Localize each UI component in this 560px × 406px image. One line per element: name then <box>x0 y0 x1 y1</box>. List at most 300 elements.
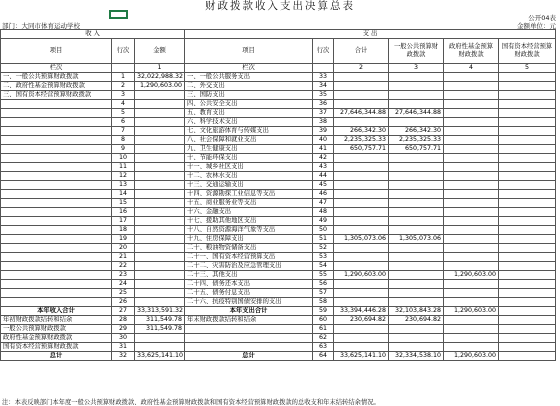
expense-line-cell[interactable]: 41 <box>313 145 334 154</box>
income-item-cell[interactable]: 政府性基金预算财政拨款 <box>1 334 112 343</box>
expense-line-cell[interactable]: 53 <box>313 253 334 262</box>
expense-total-cell[interactable] <box>334 262 389 271</box>
expense-line-cell[interactable]: 50 <box>313 226 334 235</box>
expense-statecap-cell[interactable] <box>499 172 556 181</box>
income-line-cell[interactable]: 28 <box>112 316 135 325</box>
income-item-cell[interactable] <box>1 100 112 109</box>
expense-item-cell[interactable]: 十九、住房保障支出 <box>185 235 313 244</box>
expense-line-cell[interactable]: 44 <box>313 172 334 181</box>
income-line-cell[interactable]: 14 <box>112 190 135 199</box>
income-line-cell[interactable]: 24 <box>112 280 135 289</box>
income-item-cell[interactable]: 三、国有资本经营预算财政拨款 <box>1 91 112 100</box>
income-line-cell[interactable]: 10 <box>112 154 135 163</box>
expense-govfund-cell[interactable] <box>444 280 499 289</box>
table-row <box>1 118 556 127</box>
expense-item-cell[interactable]: 二十一、国有资本经营预算支出 <box>185 253 313 262</box>
colno-label: 栏次 <box>1 64 112 73</box>
expense-item-cell[interactable]: 七、文化旅游体育与传媒支出 <box>185 127 313 136</box>
table-row <box>1 334 556 343</box>
income-line-cell[interactable]: 1 <box>112 73 135 82</box>
expense-statecap-cell[interactable] <box>499 181 556 190</box>
expense-item-cell[interactable] <box>185 343 313 352</box>
expense-total-cell[interactable] <box>334 190 389 199</box>
expense-item-cell[interactable]: 十二、农林水支出 <box>185 172 313 181</box>
expense-total-cell[interactable]: 2,235,325.33 <box>334 136 389 145</box>
expense-total-cell[interactable] <box>334 181 389 190</box>
expense-statecap-cell[interactable] <box>499 127 556 136</box>
expense-govfund-cell[interactable] <box>444 208 499 217</box>
expense-general-cell[interactable] <box>389 73 444 82</box>
expense-item-cell[interactable]: 年末财政拨款结转和结余 <box>185 316 313 325</box>
income-line-cell[interactable]: 11 <box>112 163 135 172</box>
income-line-cell[interactable]: 31 <box>112 343 135 352</box>
income-amount-cell[interactable] <box>135 100 185 109</box>
expense-item-cell[interactable]: 本年支出合计 <box>185 307 313 316</box>
expense-govfund-cell[interactable] <box>444 145 499 154</box>
expense-total-cell[interactable] <box>334 163 389 172</box>
income-item-cell[interactable] <box>1 172 112 181</box>
income-item-cell[interactable]: 一、一般公共预算财政拨款 <box>1 73 112 82</box>
expense-general-cell[interactable] <box>389 118 444 127</box>
income-item-cell[interactable]: 一般公共预算财政拨款 <box>1 325 112 334</box>
expense-item-cell[interactable]: 二十六、抗疫特别国债安排的支出 <box>185 298 313 307</box>
expense-general-cell[interactable] <box>389 181 444 190</box>
expense-general-cell[interactable]: 27,646,344.88 <box>389 109 444 118</box>
expense-general-cell[interactable] <box>389 100 444 109</box>
expense-govfund-cell[interactable] <box>444 82 499 91</box>
expense-govfund-cell[interactable] <box>444 172 499 181</box>
income-item-cell[interactable] <box>1 262 112 271</box>
expense-govfund-cell[interactable] <box>444 325 499 334</box>
expense-item-cell[interactable]: 二十三、其他支出 <box>185 271 313 280</box>
expense-line-cell[interactable]: 57 <box>313 289 334 298</box>
expense-line-cell[interactable]: 42 <box>313 154 334 163</box>
expense-line-cell[interactable]: 47 <box>313 199 334 208</box>
expense-total-cell[interactable]: 230,694.82 <box>334 316 389 325</box>
expense-govfund-cell[interactable] <box>444 334 499 343</box>
expense-item-cell[interactable]: 九、卫生健康支出 <box>185 145 313 154</box>
table-row <box>1 226 556 235</box>
expense-govfund-cell[interactable] <box>444 298 499 307</box>
expense-statecap-cell[interactable] <box>499 73 556 82</box>
expense-govfund-cell[interactable] <box>444 136 499 145</box>
expense-statecap-cell[interactable] <box>499 100 556 109</box>
income-line-cell[interactable]: 22 <box>112 262 135 271</box>
income-line-cell[interactable]: 15 <box>112 199 135 208</box>
expense-general-cell[interactable]: 1,305,073.06 <box>389 235 444 244</box>
expense-govfund-cell[interactable] <box>444 226 499 235</box>
expense-statecap-cell[interactable] <box>499 109 556 118</box>
income-amount-cell[interactable] <box>135 244 185 253</box>
income-line-cell[interactable]: 18 <box>112 226 135 235</box>
income-amount-cell[interactable] <box>135 181 185 190</box>
income-amount-cell[interactable] <box>135 235 185 244</box>
expense-item-cell[interactable]: 三、国防支出 <box>185 91 313 100</box>
income-line-cell[interactable]: 4 <box>112 100 135 109</box>
expense-total-cell[interactable] <box>334 199 389 208</box>
expense-govfund-cell[interactable] <box>444 262 499 271</box>
expense-item-cell[interactable]: 十五、商业服务业等支出 <box>185 199 313 208</box>
expense-govfund-cell[interactable] <box>444 199 499 208</box>
expense-general-cell[interactable] <box>389 190 444 199</box>
expense-statecap-cell[interactable] <box>499 289 556 298</box>
expense-statecap-cell[interactable] <box>499 352 556 361</box>
table-row <box>1 82 556 91</box>
expense-item-cell[interactable]: 十一、城乡社区支出 <box>185 163 313 172</box>
income-amount-cell[interactable]: 33,625,141.10 <box>135 352 185 361</box>
income-line-cell[interactable]: 2 <box>112 82 135 91</box>
expense-statecap-cell[interactable] <box>499 217 556 226</box>
expense-general-cell[interactable] <box>389 244 444 253</box>
expense-item-cell[interactable]: 二、外交支出 <box>185 82 313 91</box>
expense-govfund-cell[interactable] <box>444 163 499 172</box>
income-line-cell[interactable]: 16 <box>112 208 135 217</box>
expense-total-cell[interactable] <box>334 217 389 226</box>
expense-line-cell[interactable]: 36 <box>313 100 334 109</box>
expense-general-cell[interactable] <box>389 253 444 262</box>
expense-line-cell[interactable]: 54 <box>313 262 334 271</box>
expense-total-cell[interactable]: 33,625,141.10 <box>334 352 389 361</box>
expense-statecap-cell[interactable] <box>499 316 556 325</box>
income-amount-cell[interactable] <box>135 253 185 262</box>
expense-statecap-cell[interactable] <box>499 118 556 127</box>
expense-govfund-cell[interactable]: 1,290,603.00 <box>444 352 499 361</box>
expense-general-cell[interactable] <box>389 172 444 181</box>
expense-total-cell[interactable]: 33,394,446.28 <box>334 307 389 316</box>
income-item-cell[interactable] <box>1 289 112 298</box>
income-amount-cell[interactable]: 33,313,591.32 <box>135 307 185 316</box>
expense-general-cell[interactable]: 32,334,538.10 <box>389 352 444 361</box>
expense-item-cell[interactable]: 五、教育支出 <box>185 109 313 118</box>
income-item-cell[interactable] <box>1 199 112 208</box>
income-line-cell[interactable]: 26 <box>112 298 135 307</box>
colno-2: 2 <box>334 64 389 73</box>
income-amount-cell[interactable] <box>135 199 185 208</box>
income-amount-cell[interactable] <box>135 172 185 181</box>
expense-general-cell[interactable] <box>389 334 444 343</box>
expense-statecap-cell[interactable] <box>499 334 556 343</box>
expense-item-cell[interactable]: 二十四、债务还本支出 <box>185 280 313 289</box>
col-amount: 金额 <box>135 39 185 64</box>
income-amount-cell[interactable] <box>135 298 185 307</box>
expense-line-cell[interactable]: 39 <box>313 127 334 136</box>
expense-statecap-cell[interactable] <box>499 271 556 280</box>
income-line-cell[interactable]: 27 <box>112 307 135 316</box>
income-item-cell[interactable] <box>1 244 112 253</box>
income-amount-cell[interactable] <box>135 136 185 145</box>
expense-statecap-cell[interactable] <box>499 136 556 145</box>
expense-item-cell[interactable]: 十三、交通运输支出 <box>185 181 313 190</box>
expense-general-cell[interactable] <box>389 91 444 100</box>
expense-total-cell[interactable] <box>334 325 389 334</box>
income-item-cell[interactable] <box>1 163 112 172</box>
expense-item-cell[interactable] <box>185 325 313 334</box>
expense-line-cell[interactable]: 35 <box>313 91 334 100</box>
expense-govfund-cell[interactable] <box>444 118 499 127</box>
expense-general-cell[interactable]: 266,342.30 <box>389 127 444 136</box>
expense-statecap-cell[interactable] <box>499 325 556 334</box>
expense-statecap-cell[interactable] <box>499 253 556 262</box>
expense-statecap-cell[interactable] <box>499 91 556 100</box>
expense-govfund-cell[interactable] <box>444 289 499 298</box>
income-item-cell[interactable] <box>1 190 112 199</box>
expense-line-cell[interactable]: 48 <box>313 208 334 217</box>
income-item-cell[interactable] <box>1 118 112 127</box>
income-line-cell[interactable]: 6 <box>112 118 135 127</box>
expense-line-cell[interactable]: 43 <box>313 163 334 172</box>
expense-statecap-cell[interactable] <box>499 82 556 91</box>
income-amount-cell[interactable] <box>135 127 185 136</box>
expense-item-cell[interactable]: 十四、资源勘探工业信息等支出 <box>185 190 313 199</box>
expense-statecap-cell[interactable] <box>499 199 556 208</box>
expense-line-cell[interactable]: 63 <box>313 343 334 352</box>
expense-total-cell[interactable] <box>334 253 389 262</box>
expense-general-cell[interactable] <box>389 226 444 235</box>
expense-statecap-cell[interactable] <box>499 208 556 217</box>
expense-statecap-cell[interactable] <box>499 235 556 244</box>
expense-line-cell[interactable]: 49 <box>313 217 334 226</box>
expense-govfund-cell[interactable] <box>444 190 499 199</box>
expense-line-cell[interactable]: 33 <box>313 73 334 82</box>
expense-line-cell[interactable]: 46 <box>313 190 334 199</box>
expense-item-cell[interactable]: 八、社会保障和就业支出 <box>185 136 313 145</box>
income-amount-cell[interactable] <box>135 289 185 298</box>
income-amount-cell[interactable] <box>135 226 185 235</box>
income-line-cell[interactable]: 5 <box>112 109 135 118</box>
expense-general-cell[interactable]: 2,235,325.33 <box>389 136 444 145</box>
expense-total-cell[interactable] <box>334 226 389 235</box>
expense-govfund-cell[interactable]: 1,290,603.00 <box>444 307 499 316</box>
expense-general-cell[interactable] <box>389 163 444 172</box>
expense-total-cell[interactable] <box>334 73 389 82</box>
expense-general-cell[interactable] <box>389 82 444 91</box>
expense-statecap-cell[interactable] <box>499 280 556 289</box>
expense-line-cell[interactable]: 59 <box>313 307 334 316</box>
expense-line-cell[interactable]: 56 <box>313 280 334 289</box>
expense-general-cell[interactable] <box>389 280 444 289</box>
income-item-cell[interactable] <box>1 280 112 289</box>
income-amount-cell[interactable] <box>135 271 185 280</box>
selected-cell-indicator[interactable] <box>109 10 128 19</box>
income-line-cell[interactable]: 23 <box>112 271 135 280</box>
income-item-cell[interactable] <box>1 217 112 226</box>
income-item-cell[interactable] <box>1 154 112 163</box>
income-item-cell[interactable] <box>1 127 112 136</box>
expense-line-cell[interactable]: 58 <box>313 298 334 307</box>
expense-line-cell[interactable]: 55 <box>313 271 334 280</box>
income-line-cell[interactable]: 8 <box>112 136 135 145</box>
expense-govfund-cell[interactable] <box>444 244 499 253</box>
expense-item-cell[interactable]: 二十、粮油物资储备支出 <box>185 244 313 253</box>
expense-item-cell[interactable]: 一、一般公共服务支出 <box>185 73 313 82</box>
expense-statecap-cell[interactable] <box>499 244 556 253</box>
table-row <box>1 199 556 208</box>
income-amount-cell[interactable] <box>135 217 185 226</box>
income-amount-cell[interactable]: 311,549.78 <box>135 325 185 334</box>
income-amount-cell[interactable]: 311,549.78 <box>135 316 185 325</box>
expense-statecap-cell[interactable] <box>499 343 556 352</box>
expense-item-cell[interactable]: 二十二、灾害防治及应急管理支出 <box>185 262 313 271</box>
expense-item-cell[interactable]: 四、公共安全支出 <box>185 100 313 109</box>
expense-total-cell[interactable]: 1,290,603.00 <box>334 271 389 280</box>
income-amount-cell[interactable]: 32,022,988.32 <box>135 73 185 82</box>
expense-line-cell[interactable]: 62 <box>313 334 334 343</box>
income-amount-cell[interactable] <box>135 154 185 163</box>
income-amount-cell[interactable] <box>135 145 185 154</box>
income-item-cell[interactable]: 国有资本经营预算财政拨款 <box>1 343 112 352</box>
expense-item-cell[interactable] <box>185 334 313 343</box>
income-amount-cell[interactable] <box>135 109 185 118</box>
expense-statecap-cell[interactable] <box>499 163 556 172</box>
expense-statecap-cell[interactable] <box>499 145 556 154</box>
expense-general-cell[interactable] <box>389 262 444 271</box>
expense-statecap-cell[interactable] <box>499 190 556 199</box>
expense-govfund-cell[interactable]: 1,290,603.00 <box>444 271 499 280</box>
income-item-cell[interactable] <box>1 109 112 118</box>
income-line-cell[interactable]: 25 <box>112 289 135 298</box>
expense-govfund-cell[interactable] <box>444 154 499 163</box>
expense-line-cell[interactable]: 64 <box>313 352 334 361</box>
expense-general-cell[interactable] <box>389 199 444 208</box>
expense-total-cell[interactable] <box>334 154 389 163</box>
expense-govfund-cell[interactable] <box>444 253 499 262</box>
expense-general-cell[interactable]: 650,757.71 <box>389 145 444 154</box>
expense-statecap-cell[interactable] <box>499 307 556 316</box>
expense-statecap-cell[interactable] <box>499 226 556 235</box>
expense-govfund-cell[interactable] <box>444 109 499 118</box>
income-line-cell[interactable]: 19 <box>112 235 135 244</box>
expense-total-cell[interactable] <box>334 343 389 352</box>
expense-govfund-cell[interactable] <box>444 316 499 325</box>
income-item-cell[interactable] <box>1 136 112 145</box>
expense-line-cell[interactable]: 45 <box>313 181 334 190</box>
expense-general-cell[interactable] <box>389 325 444 334</box>
expense-govfund-cell[interactable] <box>444 217 499 226</box>
income-item-cell[interactable] <box>1 226 112 235</box>
expense-total-cell[interactable] <box>334 100 389 109</box>
income-line-cell[interactable]: 20 <box>112 244 135 253</box>
income-item-cell[interactable] <box>1 145 112 154</box>
expense-line-cell[interactable]: 34 <box>313 82 334 91</box>
income-line-cell[interactable]: 17 <box>112 217 135 226</box>
col-general-budget: 一般公共预算财政拨款 <box>389 39 444 64</box>
expense-line-cell[interactable]: 51 <box>313 235 334 244</box>
expense-line-cell[interactable]: 60 <box>313 316 334 325</box>
expense-total-cell[interactable] <box>334 280 389 289</box>
expense-total-cell[interactable] <box>334 91 389 100</box>
expense-item-cell[interactable]: 十八、自然资源海洋气象等支出 <box>185 226 313 235</box>
expense-item-cell[interactable]: 十六、金融支出 <box>185 208 313 217</box>
income-line-cell[interactable]: 21 <box>112 253 135 262</box>
expense-total-cell[interactable]: 27,646,344.88 <box>334 109 389 118</box>
expense-line-cell[interactable]: 38 <box>313 118 334 127</box>
expense-general-cell[interactable] <box>389 289 444 298</box>
expense-general-cell[interactable] <box>389 217 444 226</box>
expense-item-cell[interactable]: 二十五、债务付息支出 <box>185 289 313 298</box>
income-line-cell[interactable]: 13 <box>112 181 135 190</box>
income-line-cell[interactable]: 32 <box>112 352 135 361</box>
income-item-cell[interactable] <box>1 235 112 244</box>
expense-govfund-cell[interactable] <box>444 100 499 109</box>
income-amount-cell[interactable] <box>135 190 185 199</box>
income-item-cell[interactable]: 总计 <box>1 352 112 361</box>
income-item-cell[interactable]: 本年收入合计 <box>1 307 112 316</box>
expense-total-cell[interactable]: 266,342.30 <box>334 127 389 136</box>
expense-line-cell[interactable]: 52 <box>313 244 334 253</box>
income-line-cell[interactable]: 3 <box>112 91 135 100</box>
expense-total-cell[interactable] <box>334 118 389 127</box>
income-amount-cell[interactable] <box>135 163 185 172</box>
expense-general-cell[interactable]: 32,103,843.28 <box>389 307 444 316</box>
expense-govfund-cell[interactable] <box>444 181 499 190</box>
expense-govfund-cell[interactable] <box>444 91 499 100</box>
expense-general-cell[interactable] <box>389 271 444 280</box>
expense-line-cell[interactable]: 40 <box>313 136 334 145</box>
income-amount-cell[interactable] <box>135 262 185 271</box>
income-amount-cell[interactable] <box>135 280 185 289</box>
expense-govfund-cell[interactable] <box>444 343 499 352</box>
expense-total-cell[interactable]: 650,757.71 <box>334 145 389 154</box>
income-item-cell[interactable]: 二、政府性基金预算财政拨款 <box>1 82 112 91</box>
expense-general-cell[interactable] <box>389 298 444 307</box>
expense-total-cell[interactable] <box>334 289 389 298</box>
expense-total-cell[interactable] <box>334 298 389 307</box>
expense-total-cell[interactable] <box>334 208 389 217</box>
expense-total-cell[interactable] <box>334 172 389 181</box>
expense-line-cell[interactable]: 37 <box>313 109 334 118</box>
expense-govfund-cell[interactable] <box>444 73 499 82</box>
expense-general-cell[interactable] <box>389 154 444 163</box>
expense-total-cell[interactable] <box>334 244 389 253</box>
income-item-cell[interactable] <box>1 253 112 262</box>
col-state-capital: 国有资本经营预算财政拨款 <box>499 39 556 64</box>
expense-general-cell[interactable]: 230,694.82 <box>389 316 444 325</box>
income-amount-cell[interactable] <box>135 91 185 100</box>
income-item-cell[interactable] <box>1 271 112 280</box>
expense-item-cell[interactable]: 十七、援助其他地区支出 <box>185 217 313 226</box>
expense-total-cell[interactable]: 1,305,073.06 <box>334 235 389 244</box>
expense-statecap-cell[interactable] <box>499 298 556 307</box>
income-item-cell[interactable]: 年初财政拨款结转和结余 <box>1 316 112 325</box>
income-amount-cell[interactable] <box>135 334 185 343</box>
income-line-cell[interactable]: 12 <box>112 172 135 181</box>
income-amount-cell[interactable] <box>135 343 185 352</box>
expense-total-cell[interactable] <box>334 82 389 91</box>
income-line-cell[interactable]: 30 <box>112 334 135 343</box>
income-item-cell[interactable] <box>1 298 112 307</box>
expense-item-cell[interactable]: 总计 <box>185 352 313 361</box>
income-item-cell[interactable] <box>1 181 112 190</box>
expense-item-cell[interactable]: 六、科学技术支出 <box>185 118 313 127</box>
income-line-cell[interactable]: 29 <box>112 325 135 334</box>
income-line-cell[interactable]: 9 <box>112 145 135 154</box>
income-line-cell[interactable]: 7 <box>112 127 135 136</box>
expense-item-cell[interactable]: 十、节能环保支出 <box>185 154 313 163</box>
income-amount-cell[interactable]: 1,290,603.00 <box>135 82 185 91</box>
expense-total-cell[interactable] <box>334 334 389 343</box>
expense-general-cell[interactable] <box>389 343 444 352</box>
expense-govfund-cell[interactable] <box>444 235 499 244</box>
expense-general-cell[interactable] <box>389 208 444 217</box>
expense-statecap-cell[interactable] <box>499 154 556 163</box>
expense-header: 支 出 <box>185 30 556 39</box>
income-item-cell[interactable] <box>1 208 112 217</box>
income-amount-cell[interactable] <box>135 208 185 217</box>
expense-line-cell[interactable]: 61 <box>313 325 334 334</box>
expense-statecap-cell[interactable] <box>499 262 556 271</box>
expense-govfund-cell[interactable] <box>444 127 499 136</box>
income-amount-cell[interactable] <box>135 118 185 127</box>
